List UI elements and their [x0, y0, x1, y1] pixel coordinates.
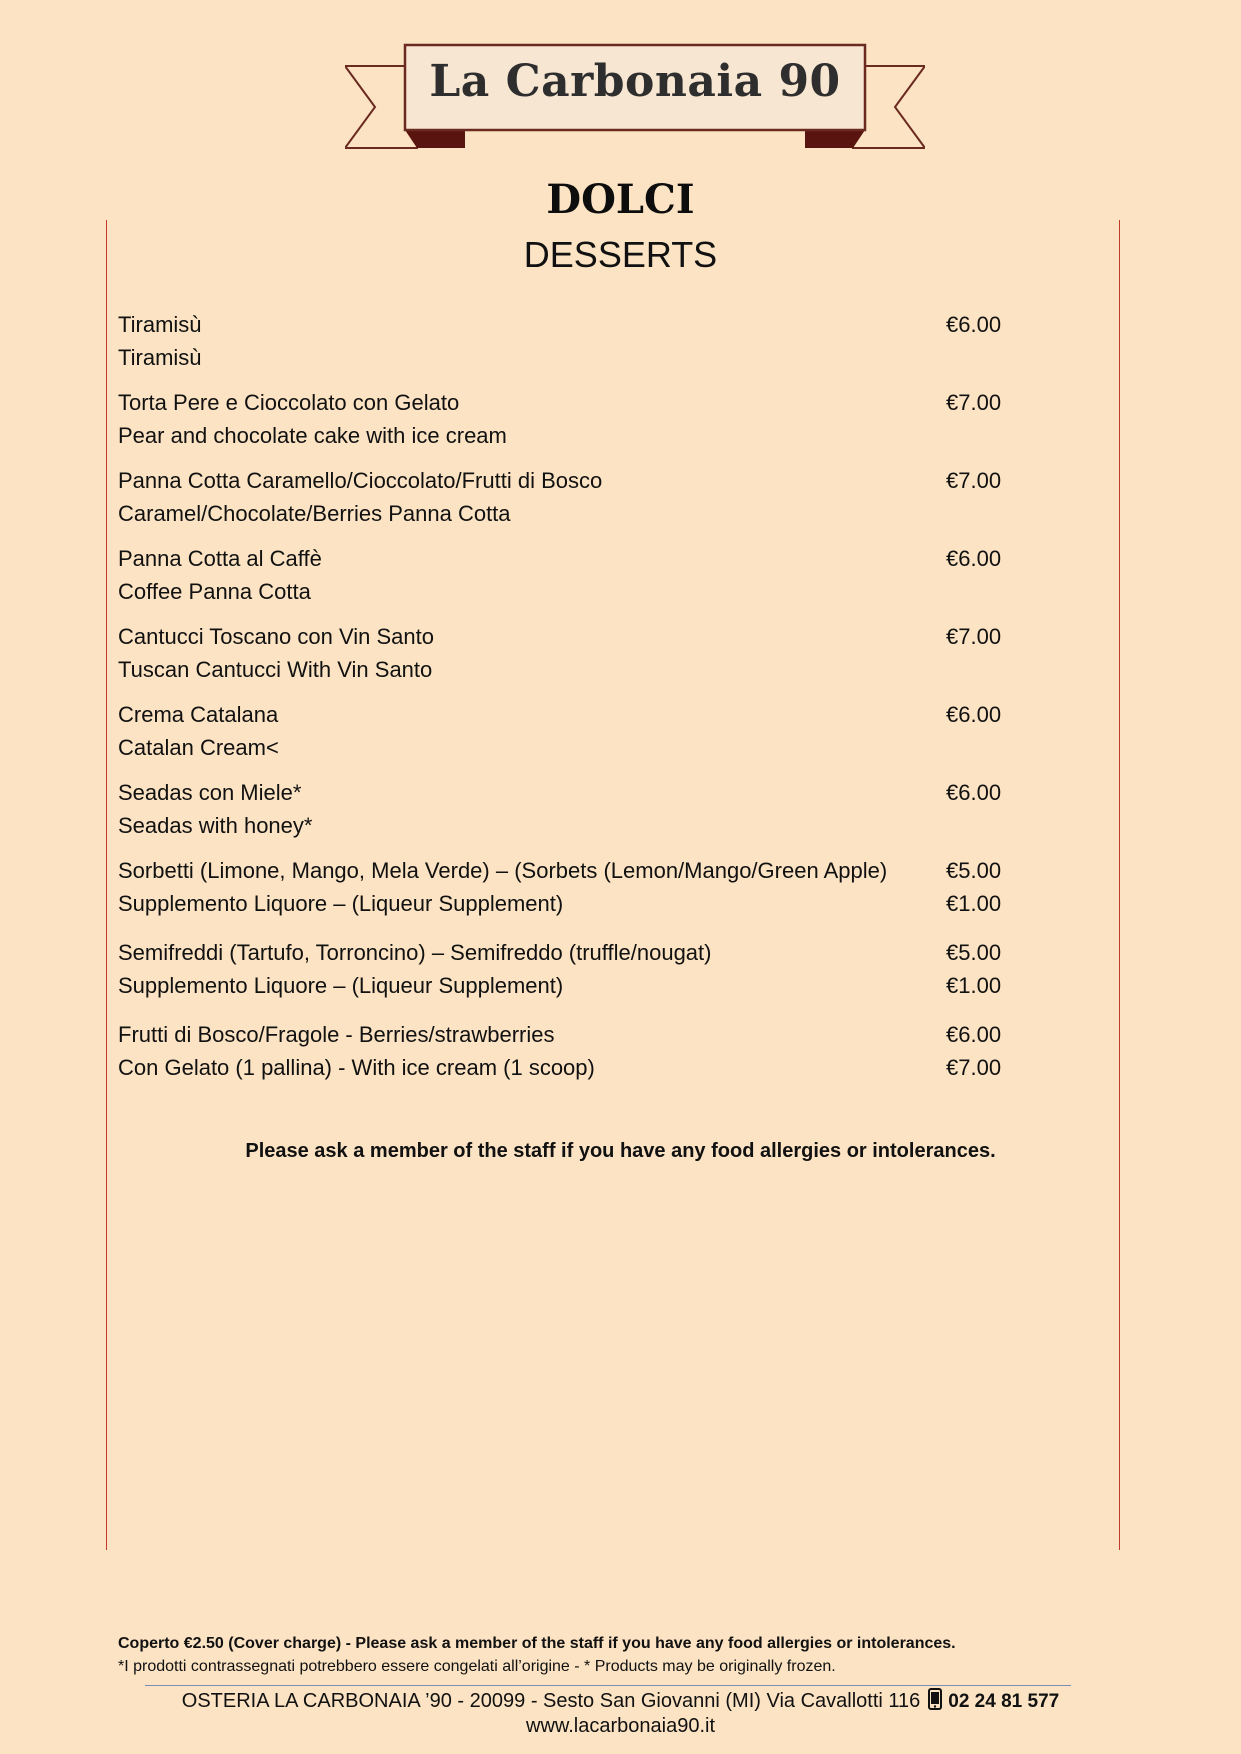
menu-item-name: Frutti di Bosco/Fragole - Berries/strawberries	[118, 1022, 555, 1047]
menu-item-price: €6.00	[946, 1022, 1002, 1047]
menu-item-name: Torta Pere e Cioccolato con Gelato	[118, 390, 460, 415]
right-border-rule	[1119, 220, 1120, 1550]
menu-item-description: Supplemento Liquore – (Liqueur Supplement)	[118, 891, 564, 916]
menu-item	[118, 308, 1018, 374]
page-title: DOLCI	[546, 176, 695, 223]
menu-item-translation-row	[118, 731, 1018, 764]
menu-item-description: Seadas with honey*	[118, 813, 313, 838]
menu-item-description: Tiramisù	[118, 345, 202, 370]
menu-item-description: Supplemento Liquore – (Liqueur Supplement)	[118, 973, 564, 998]
logo-text: La Carbonaia 90	[429, 55, 841, 107]
menu-item	[118, 698, 1018, 764]
menu-item-name-row	[118, 620, 1018, 653]
menu-item	[118, 620, 1018, 686]
menu-item-description: Catalan Cream<	[118, 735, 279, 760]
menu-item-translation-row	[118, 341, 1018, 374]
menu-item-price: €1.00	[946, 973, 1002, 998]
menu-item-name: Cantucci Toscano con Vin Santo	[118, 624, 434, 649]
menu-item-name: Sorbetti (Limone, Mango, Mela Verde) – (Sorbets (Lemon/Mango/Green Apple)	[118, 858, 888, 883]
menu-item-name: Semifreddi (Tartufo, Torroncino) – Semifreddo (truffle/nougat)	[118, 940, 712, 965]
menu-item-name-row	[118, 464, 1018, 497]
menu-item-price: €7.00	[946, 1055, 1002, 1080]
menu-item-translation-row	[118, 575, 1018, 608]
menu-item-name: Panna Cotta al Caffè	[118, 546, 322, 571]
menu-item-price: €7.00	[946, 390, 1002, 415]
allergy-notice: Please ask a member of the staff if you have any food allergies or intolerances.	[245, 1140, 996, 1162]
menu-item-price: €6.00	[946, 702, 1002, 727]
menu-item-name-row	[118, 776, 1018, 809]
menu-item-name: Crema Catalana	[118, 702, 279, 727]
menu-item-translation-row	[118, 969, 1018, 1002]
menu-item	[118, 854, 1018, 920]
menu-item-name-row	[118, 936, 1018, 969]
menu-item	[118, 1018, 1018, 1084]
menu-item-description: Pear and chocolate cake with ice cream	[118, 423, 507, 448]
menu-item-name-row	[118, 698, 1018, 731]
menu-item-price: €1.00	[946, 891, 1002, 916]
menu-item-name-row	[118, 308, 1018, 341]
menu-item-description: Coffee Panna Cotta	[118, 579, 311, 604]
menu-item-name: Tiramisù	[118, 312, 202, 337]
frozen-products-note: *I prodotti contrassegnati potrebbero essere congelati all’origine - * Products may be originally frozen.	[118, 1658, 836, 1675]
menu-item-price: €6.00	[946, 546, 1002, 571]
menu-item-translation-row	[118, 887, 1018, 920]
logo-banner	[345, 30, 925, 160]
menu-item	[118, 386, 1018, 452]
menu-item-description: Caramel/Chocolate/Berries Panna Cotta	[118, 501, 511, 526]
phone-number: 02 24 81 577	[948, 1691, 1060, 1712]
menu-item-price: €6.00	[946, 312, 1002, 337]
menu-item-price: €5.00	[946, 940, 1002, 965]
footer-divider	[145, 1685, 1071, 1686]
menu-item-price: €6.00	[946, 780, 1002, 805]
menu-item	[118, 936, 1018, 1002]
menu-list	[118, 296, 1018, 1084]
page-subtitle: DESSERTS	[523, 234, 718, 275]
menu-item-description: Con Gelato (1 pallina) - With ice cream (1 scoop)	[118, 1055, 595, 1080]
cover-charge-text: Coperto €2.50 (Cover charge) - Please ask a member of the staff if you have any food allergies or intolerances.	[118, 1635, 956, 1652]
menu-item-translation-row	[118, 419, 1018, 452]
menu-item	[118, 464, 1018, 530]
address-text: OSTERIA LA CARBONAIA ’90 - 20099 - Sesto San Giovanni (MI) Via Cavallotti 116	[181, 1690, 921, 1712]
menu-item-price: €7.00	[946, 468, 1002, 493]
menu-item-name-row	[118, 1018, 1018, 1051]
menu-item-description: Tuscan Cantucci With Vin Santo	[118, 657, 433, 682]
menu-item-name-row	[118, 854, 1018, 887]
menu-item	[118, 542, 1018, 608]
menu-item-name-row	[118, 386, 1018, 419]
website-link[interactable]: www.lacarbonaia90.it	[526, 1715, 715, 1737]
menu-item-name-row	[118, 542, 1018, 575]
menu-item-price: €5.00	[946, 858, 1002, 883]
footer-address-line	[0, 1688, 1241, 1716]
menu-item-translation-row	[118, 1051, 1018, 1084]
menu-item-translation-row	[118, 497, 1018, 530]
left-border-rule	[106, 220, 107, 1550]
menu-item-translation-row	[118, 653, 1018, 686]
menu-item-price: €7.00	[946, 624, 1002, 649]
menu-item	[118, 776, 1018, 842]
menu-item-name: Seadas con Miele*	[118, 780, 302, 805]
menu-item-translation-row	[118, 809, 1018, 842]
phone-icon	[928, 1688, 942, 1716]
menu-item-name: Panna Cotta Caramello/Cioccolato/Frutti di Bosco	[118, 468, 603, 493]
